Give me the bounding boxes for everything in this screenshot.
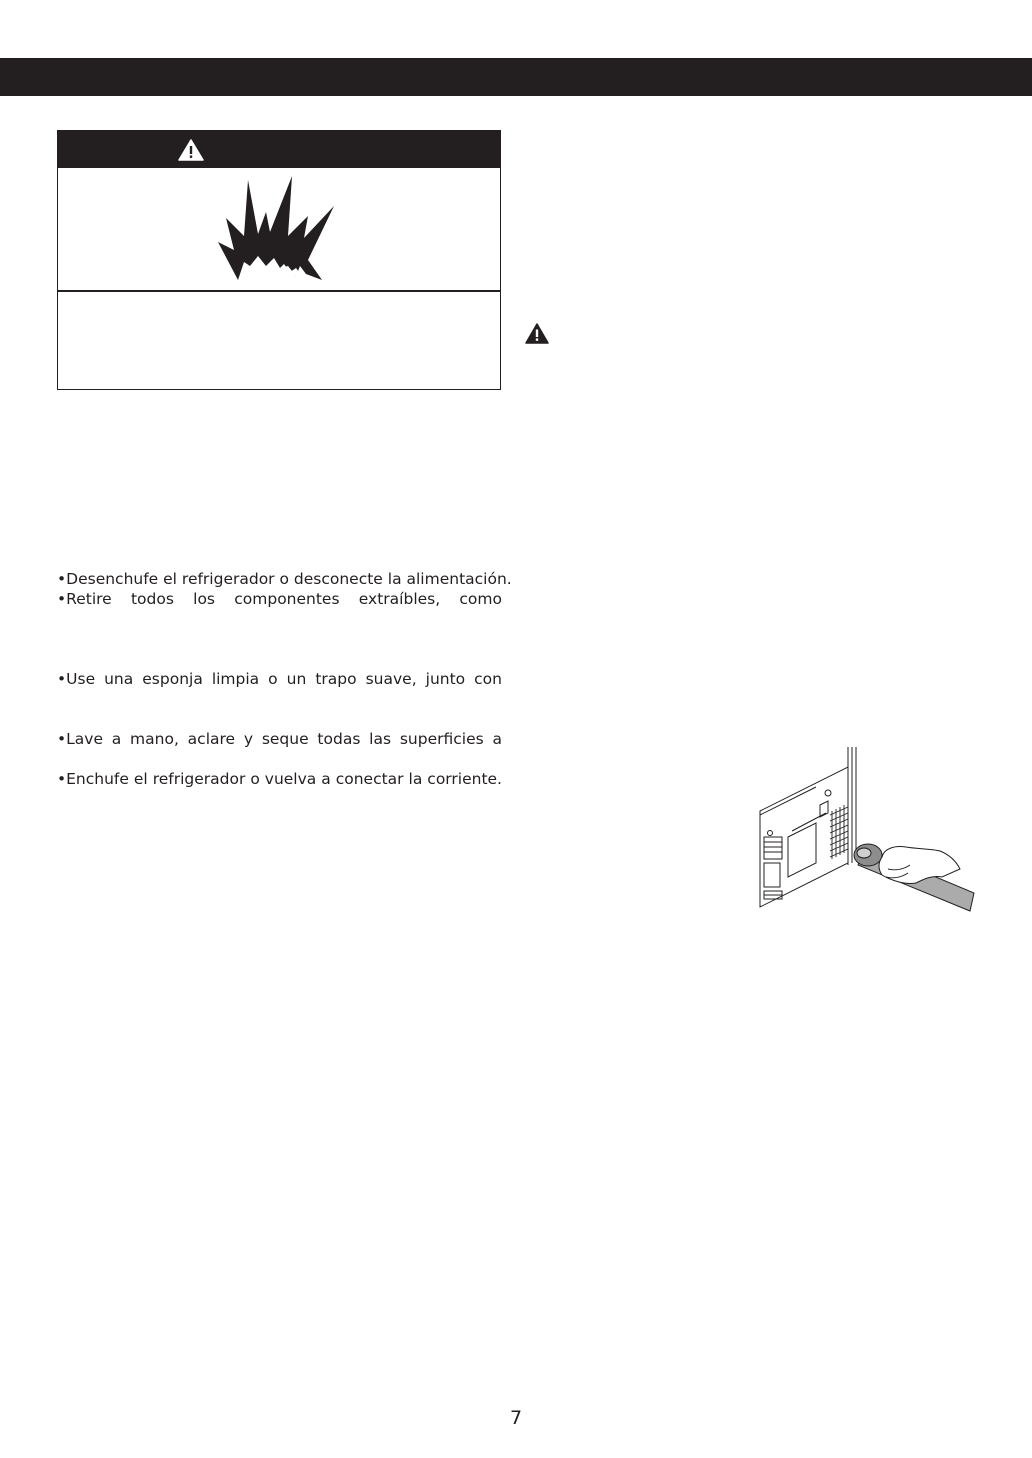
warning-pictogram xyxy=(58,168,500,292)
list-item: •Retire todos los componentes extraíbles, como xyxy=(57,590,502,608)
vacuum-cleaning-coils-illustration xyxy=(756,745,978,913)
header-bar xyxy=(0,58,1032,96)
warning-header xyxy=(58,131,500,168)
list-item: •Lave a mano, aclare y seque todas las superficies a xyxy=(57,730,502,748)
warning-text-area xyxy=(58,292,500,389)
list-item: •Desenchufe el refrigerador o desconecte la alimentación. xyxy=(57,570,512,588)
warning-triangle-icon xyxy=(525,323,549,344)
explosion-icon xyxy=(214,176,338,280)
warning-triangle-icon xyxy=(178,139,204,161)
list-item: •Use una esponja limpia o un trapo suave, junto con xyxy=(57,670,502,688)
warning-box xyxy=(57,130,501,390)
page-number: 7 xyxy=(509,1407,523,1429)
list-item: •Enchufe el refrigerador o vuelva a conectar la corriente. xyxy=(57,770,502,788)
